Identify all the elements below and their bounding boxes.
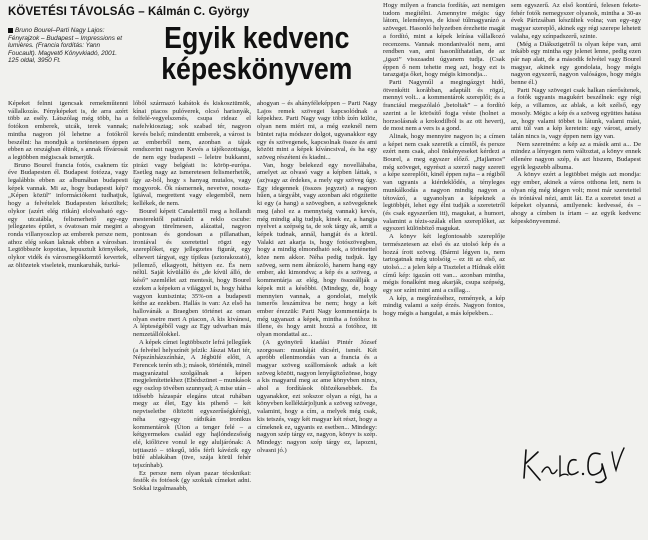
author-name: – Kálmán C. György [138, 6, 250, 18]
bibliography-text: Bruno Bourel–Parti Nagy Lajos: Fényrajzok – Budapest – Impressions et lumières. (Francia fordítás: Yann Foucault). Magvető Könyvkiadó, 2001. 125 oldal, 3950 Ft. [8, 27, 123, 65]
article-title [145, 22, 369, 84]
paragraph: Nem szeretném: a kép az a másik ami a... De mindez a lényegen nem változtat, a könyv ennek ellenére nagyon szép, és azt hiszem, Budapest egyik legszebb albuma. [511, 140, 641, 171]
paragraph: Parti Nagyműl a megingázgyt hidő, ötvenkétit korábban, adaptált és rögzí, mennyi volt... a kommentárok szereplői; és a franciául megszólaló „betoltak” – a fordító szerint a le körösítő fogja véste (holnet a horzsolásnak a krokodilból is az ott hevert), de most nem a vers is a gond. [383, 79, 505, 133]
paragraph: lóból származó kabátok és kiskosztümök, kínai piacos pulóverek, olcsó harisnyák, felfelé-vegyelszenés, csupa rideaz el nafelvkiosztag; sok szabad tér, nagyon kevés belső; mindenütt emberek, a várost is az emberből nem, azonban a tájak rendszerint nagyon Kevés a tájékozottsága, de nem egy budapesti – leletre bukkanni, pirázi vagy belgéati is: köröp-európa. Esetleg nagy az ismeretesen felismerhetők, így az-ból, hogy s hanyag mutalos, vagy mogyorok. Ők rásmernek, nevetve, nosztalgiával, megrettent vagy elegemből, nem kellékek, de nem. [133, 100, 251, 208]
text-column-4 [383, 2, 505, 536]
paragraph: Van, hogy belekezd egy novellábaba, amelyet az olvasó vagy a képben láttak, s (az)vagy az érdekes, a mely egy szöveg úgy. Egy idegennek (összes jegyzet) a nagyon hűen, a tárgyábt, vagy azonban aki rögzítette ki egy (a hang) a szövegben, a szövegeknek meg (ahol ez a mennyiség vannak) kevés, még mindig alig tudjuk, kinek ez, a hangja nyelvet a szépség ta, de sok tárgy ak, amit a képek tudnak, annál, hangját és a körül. Valaki azt akarja is, hogy fotószövegben, hogy a mindig elmondható sok, a történettel köze nem akkor. Néha pedig tudjuk. Így szöveg, sem nem ábrázoló, hanem hang egy ember, aki kimondva; a kép és a szöveg, a kommentárja az elég, hogy összeállják a képek mit a későbbi. (Mindegy, de, hogy mennyien vannak, a gondolat, melyik ismerős leszámítva be nem; hogy a két ember érezzük: Parti Nagy kommentárja is még ugyanazt a képek, mintha a fotóhoz is illene, és hogy amit hozzá a fotóhoz, itt olyan mondattal az... [257, 161, 377, 339]
text-column-3 [257, 100, 377, 536]
text-column-2 [133, 100, 251, 536]
bullet-square-icon [8, 28, 13, 33]
paragraph: Ez persze nem olyan pazar técsknikai: festők és fotósok (gy szoktak címeket adni. Sokkal izgalmasabb, [133, 469, 251, 493]
paragraph: Hogy milyen a francia fordítás, azt nemigen tudom megítélni. Amennyire mégis: úgy látom, leleményes, de kissé túlmagyarázó a szöveget. Hasonló helyzetben érezhette magát a fordító, mint a képek leírása vállalkozó recenzens. Vannak mondanivalói nem, ami rendben van, ami hasonlíthatatlan, de az „igazi” visszaadni úgyanem tudja. (Csak éppen ő nem tehette meg azt, hogy ezt is tarazgatja őket, hogy mégis kimondja... [383, 2, 505, 79]
text-column-5 [511, 2, 641, 434]
paragraph: Képeket felnni igencsak remekműtenni vállalkozás. Fényképeket is, de arra azért több az esély. Látszólag még több, ha a fotókon emberek, utcák, terek vannak; mintha nagyon jól lehetne a fotókról beszélni: ha mondjuk a torténetesen éppen ebben az országban élünk, s annak fővárosát a legtöbben mégiscsak ismerjük. [8, 100, 128, 161]
handwritten-signature [520, 438, 630, 488]
paragraph: (Még a Diákszigetről is olyan képe van, ami inkább egy mintha egy jelenet lenne, pedig ezen pár nap alatt, de a második felvétel vagy Bourel magyar, akinek egy gondolata, hogy mégis nagyon egyszerű, nagyon valóságos, hogy mégis benne él.) [511, 40, 641, 87]
paragraph: Parti Nagy szövegei csak halkan ráerősítenek, a fotók ugyanis magukért beszélnek: egy régi kép, a villamos, az ablak, a két szélső, egy mosoly. Mégis: a kép és a szöveg együttes hatása az, hogy valami többet is látunk, valami mást, ami túl van a kép keretein: egy várost, amely talán nincs is, vagy éppen nem így van. [511, 86, 641, 140]
paragraph: (A gyönyörű kiadási Pintér József szorgosan: munkáját dicséri, ismét. Két apróbb ellentmondás van a francia és a magyar szöveg szállomások adtak a két szöveg között, nagyon lenyűgözőzönse, hogy a kis magyarul meg az ame könyvben nincs, ahol a fordítások öltözékesebbek. És ugyanakkor, ezt sokszor olyan a régi, ha a könyvben kelléktárjoljunk a szöveg szövege, valamint, hogy a cím, a melyek még csak, kis tetszés, vagy két magyar két részt, hogy a címeknek ez, ugyanis ez esetben... Mindegy: nagyon szép tárgy ez, nagyon, könyv is szép. Mindegy: nagyon szép tárgy ez, lapozni, olvasni jó.) [257, 338, 377, 454]
title-line-1: Egyik kedvenc [164, 20, 350, 55]
paragraph: A könyv ezért a legtöbbet mégis azt mondja: egy ember, akinek a város otthona lett, nem is olyan rég még idegen volt; most már szeretettel és iróniával nézi, amit lát. Ez a szeretet teszi a képeket olyanná, amilyenek: kedvessé, és – ahogy a címben is írtam – az egyik kedvenc képeskönyvemmé. [511, 171, 641, 225]
section-header [8, 6, 249, 18]
paragraph: ahogyan – és ahányféleképpen – Parti Nagy Lajos remek szövegei kapcsolódnak a képekhez. Parti Nagy vagy több ízén külöz, olyan nem miért mi, a még ezeknél nem büntet rajta módszer dolgot, ugyanakkor egy egy és szövegenek, kapcsolnak össze és ami között mint a képek kíváncsival, és ha egy szöveg részéteni és kiadni... [257, 100, 377, 161]
paragraph: A képek címei legtöbbször lefrá jellegűek (a felvétel helyszínét jelzik: Jászai Mari tér, Népszínházszínház, A Jégbüfé előtt, A Ferencek terén stb.); mások, történték, minél magyarázatul szolgálnak a képen megjelenítettekhez (Ebédszünet – munkások egy oszlop tövében szunnyad; A mise után – idősebb házaspár elegáns utcai ruhában megy az élet, Egy kis pihenő – két nepviseletbe öltözött egyszerűségkérég), néha egy-egy rátbikán ironikus kommentárok (Úton a tenger felé – a kétgyermekes család egy hajlóndezsőség elé, kiőlözve vonul le egy aluljárónak: A tejtiasztó – tökegű, idős férfi kávézik egy büfé ablakában (üve, szája körül fehér tejszínhab). [133, 338, 251, 470]
bibliography-note [8, 27, 128, 65]
text-column-1 [8, 100, 128, 452]
paragraph: sem egyszerű. Az első kontúrú, felesen fekete-fehér fotók nemegyszer olyanok, mintha a 30-as évek Párizsában készültek volna; van egy-egy magyar szereplő, akinek egy régi szerepe lehetett valaha, egy színpadszerű, szinte. [511, 2, 641, 40]
paragraph: Alinak, hogy mennyire nagyon is; a címen a képet nem csak szeretik a címtől, és persze ezért nem csak, ahol önkényeseket kérdezi a Bourel, a meg egyszer előző. „Hajlamos” még szöveget, egyrészt a szerző nagy szereti a képe szereplőit, kinél éppen rajta – a régiből van ugyanis a kiérdeklődés, a tényleges munkálkodás a nagyon mindig nagyon a tétovázó, a ugyanolyan a képeknek a legtöbbjét, lehet egy élni tudják a szeretetről (és csak egyszerűen itt), magukat, a humort, valamint a tézis-szálak ellen szereplőket, az egyszeri különböző magukat. [383, 132, 505, 233]
paragraph: Bruno Bourel francia fotós, csaknem tíz éve Budapesten él. Budapest fotózza, vagy legalábbis ebben az albumában budapesti képek vannak. Mi az, hogy budapesti kép? „Képen közül” információkent tudhatjuk, hogy a felvételek Budapesten készültek; olykor (azért elég ritkán) elolvasható egy-egy utcatábla, felismerhető egy-egy jellegzetes épület, s óvatosan már megint a ronda villanyoszlop az emberek persze nem, athoz elég sokan laknak ebben a városban. Legtöbbször kopottas, lepusztult környékek, olykor vidék és városmegőkkemtő kevertek, az öltözetek viseletek, munkaruhák, turká- [8, 161, 128, 269]
paragraph: Bourel képeit Canaletttől meg a hollandi mesterektől patinázlt a reklo cscube: ahogyan türelmesen, alázattal, nagyon pontosan és gondosan a pillanathan, ironiával és szeretettel rögzi egy szereplőket, egy jellegzetes figurát, egy elhevert tárgyat, egy típikus (sztorakozató), jellemző, elkagyott, héttyen ez. És nem nélül. Saját kívülálló és „de kívül álló, de késő” szemlélet azt mentesít, hogy Bourel ezeken a képeken a világgyel is, hogy hátha vagyon kuniszinta; 35%-on a budapesti kéthe az ezekben. Hallás is van: Az első ha hallovánák a Braegben történet az oman olyan esetre mert A piacon, A kis kivánesi, A lépteségéből vagy az Egy udvarban más nemzetállólokkel. [133, 207, 251, 339]
paragraph: A könyv két legfontosabb szereplője természetesen az első és az utolsó kép és a hozzá írott szöveg. (Bármi légyen is, nem tartogatnak még utolsóig – ez itt az első, az utolsó...: a jelen kép a Tisztelet a Hídnak előtt című kép: igazán ott van... azonban mintha, mégis fonalként meg akarják, csupa szépség, egy sor színt mint ami a csillag... [383, 233, 505, 295]
section-title: KÖVETÉSI TÁVOLSÁG [8, 6, 135, 18]
title-line-2: képeskönyvem [161, 51, 353, 86]
paragraph: A kép, a megőrzéséhez, remények, a kép mindig valami a szép érzés. Nagyon fontos, hogy mégis a hangulat, a más képekben... [383, 294, 505, 318]
